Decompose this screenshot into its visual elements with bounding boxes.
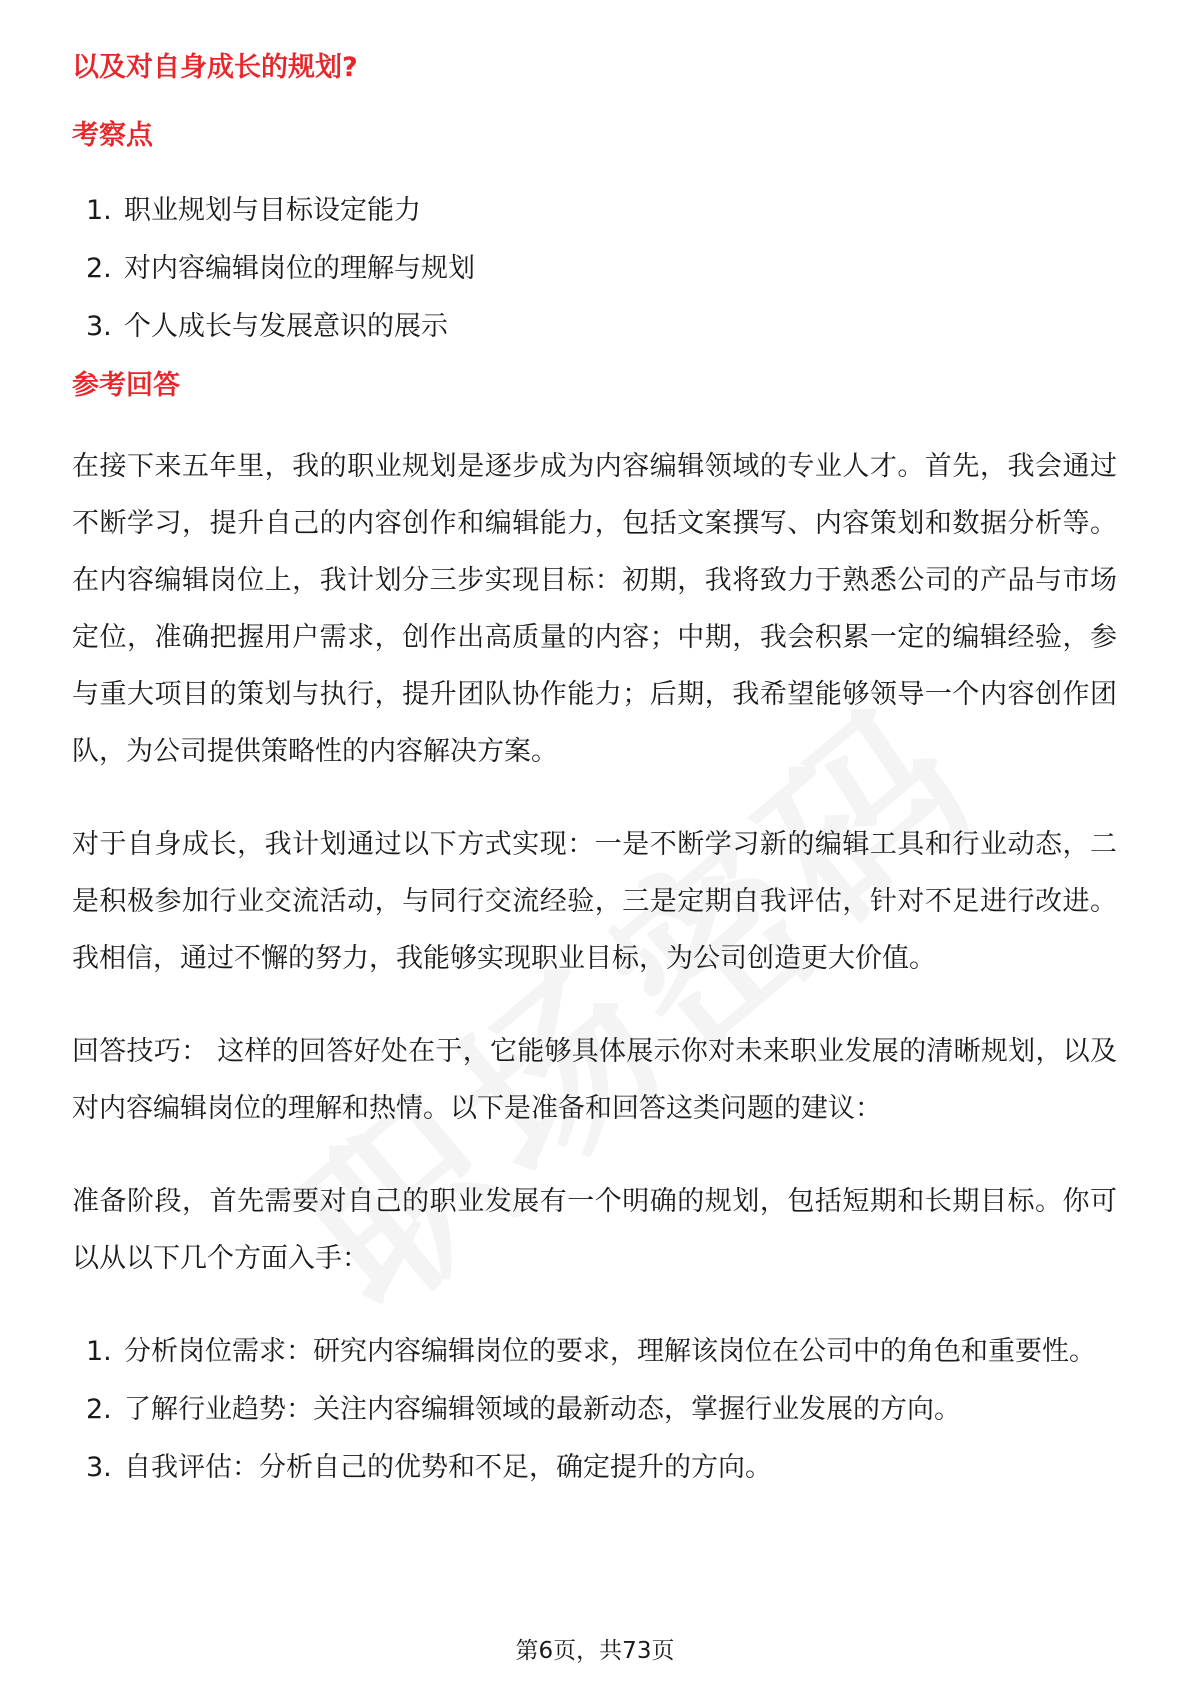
- page-number-footer: 第6页，共73页: [515, 1638, 675, 1664]
- tips-paragraph: 回答技巧： 这样的回答好处在于，它能够具体展示你对未来职业发展的清晰规划，以及对内容编辑岗位的理解和热情。以下是准备和回答这类问题的建议：: [72, 1036, 1117, 1124]
- reference-answer-heading: 参考回答: [72, 370, 180, 401]
- list-item-text: 个人成长与发展意识的展示: [124, 311, 448, 342]
- question-title: 以及对自身成长的规划?: [72, 52, 358, 83]
- focus-points-heading: 考察点: [72, 120, 153, 151]
- list-item: [72, 298, 1117, 356]
- list-item-number: 1.: [86, 195, 112, 226]
- list-item: [72, 1439, 1117, 1497]
- preparation-paragraph: 准备阶段，首先需要对自己的职业发展有一个明确的规划，包括短期和长期目标。你可以从以下几个方面入手：: [72, 1186, 1117, 1274]
- focus-points-list: [72, 182, 1117, 356]
- page-content: [72, 48, 1117, 1497]
- list-item: [72, 240, 1117, 298]
- preparation-tips-list: [72, 1323, 1117, 1497]
- list-item: [72, 1323, 1117, 1381]
- growth-paragraph: 对于自身成长，我计划通过以下方式实现：一是不断学习新的编辑工具和行业动态，二是积极参加行业交流活动，与同行交流经验，三是定期自我评估，针对不足进行改进。我相信，通过不懈的努力，我能够实现职业目标，为公司创造更大价值。: [72, 829, 1117, 974]
- list-item: [72, 182, 1117, 240]
- list-item-text: 对内容编辑岗位的理解与规划: [124, 253, 475, 284]
- list-item-text: 分析岗位需求：研究内容编辑岗位的要求，理解该岗位在公司中的角色和重要性。: [124, 1336, 1096, 1367]
- list-item-text: 自我评估：分析自己的优势和不足，确定提升的方向。: [124, 1452, 772, 1483]
- answer-paragraph: 在接下来五年里，我的职业规划是逐步成为内容编辑领域的专业人才。首先，我会通过不断学习，提升自己的内容创作和编辑能力，包括文案撰写、内容策划和数据分析等。在内容编辑岗位上，我计划分三步实现目标：初期，我将致力于熟悉公司的产品与市场定位，准确把握用户需求，创作出高质量的内容；中期，我会积累一定的编辑经验，参与重大项目的策划与执行，提升团队协作能力；后期，我希望能够领导一个内容创作团队，为公司提供策略性的内容解决方案。: [72, 451, 1117, 767]
- list-item-text: 职业规划与目标设定能力: [124, 195, 421, 226]
- list-item-number: 1.: [86, 1336, 112, 1367]
- list-item-number: 3.: [86, 1452, 112, 1483]
- list-item-number: 3.: [86, 311, 112, 342]
- list-item-number: 2.: [86, 1394, 112, 1425]
- list-item-number: 2.: [86, 253, 112, 284]
- list-item-text: 了解行业趋势：关注内容编辑领域的最新动态，掌握行业发展的方向。: [124, 1394, 961, 1425]
- list-item: [72, 1381, 1117, 1439]
